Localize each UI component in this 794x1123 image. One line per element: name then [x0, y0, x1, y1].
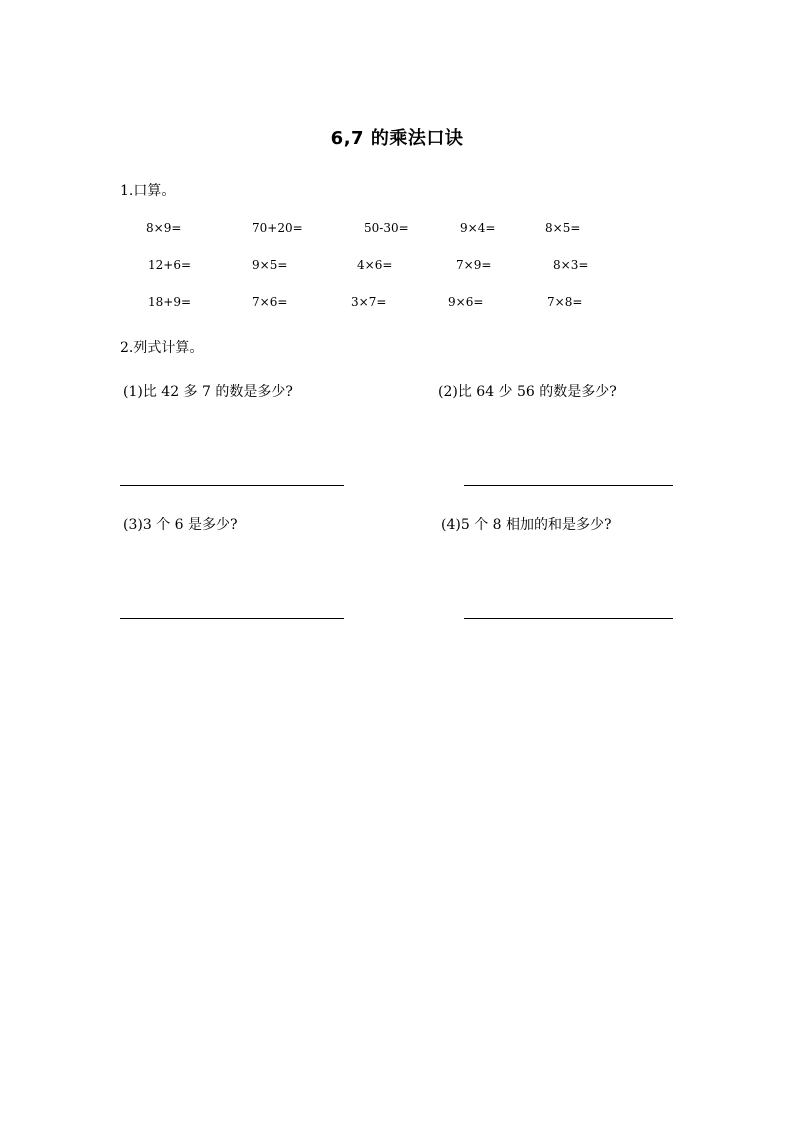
answer-line-4[interactable] — [464, 618, 673, 619]
section-2-heading: 2.列式计算。 — [120, 340, 204, 356]
mental-math-item: 70+20= — [252, 221, 303, 235]
mental-math-item: 8×9= — [146, 221, 182, 235]
mental-math-item: 9×6= — [448, 295, 484, 309]
question-1: (1)比 42 多 7 的数是多少? — [123, 384, 293, 400]
mental-math-item: 8×3= — [553, 258, 589, 272]
mental-math-item: 4×6= — [357, 258, 393, 272]
mental-math-item: 7×9= — [456, 258, 492, 272]
question-2: (2)比 64 少 56 的数是多少? — [438, 384, 617, 400]
mental-math-item: 3×7= — [351, 295, 387, 309]
mental-math-item: 7×6= — [252, 295, 288, 309]
answer-line-3[interactable] — [120, 618, 344, 619]
answer-line-1[interactable] — [120, 485, 344, 486]
section-1-heading: 1.口算。 — [120, 183, 176, 199]
mental-math-item: 7×8= — [547, 295, 583, 309]
question-4: (4)5 个 8 相加的和是多少? — [441, 517, 612, 533]
mental-math-item: 18+9= — [148, 295, 192, 309]
answer-line-2[interactable] — [464, 485, 673, 486]
page-title: 6,7 的乘法口诀 — [330, 128, 464, 149]
mental-math-item: 50-30= — [364, 221, 409, 235]
mental-math-item: 12+6= — [148, 258, 192, 272]
mental-math-item: 9×5= — [252, 258, 288, 272]
mental-math-item: 9×4= — [460, 221, 496, 235]
mental-math-item: 8×5= — [545, 221, 581, 235]
question-3: (3)3 个 6 是多少? — [123, 517, 238, 533]
